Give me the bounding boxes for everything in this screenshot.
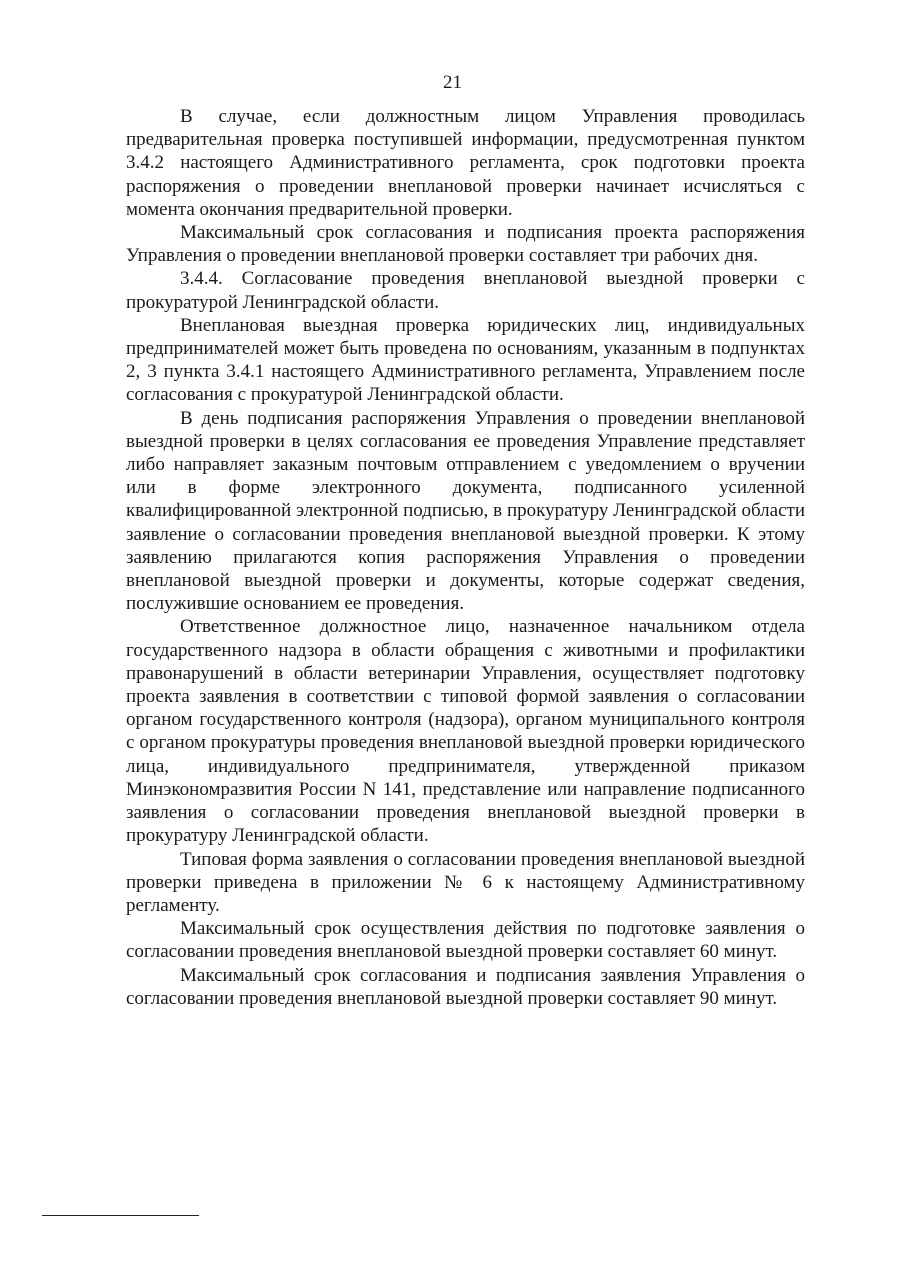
paragraph-preparation-deadline: Максимальный срок осуществления действия по подготовке заявления о согласовании проведения внеплановой выездной проверки составляет 60 минут.	[126, 918, 805, 963]
paragraph-responsible-official: Ответственное должностное лицо, назначенное начальником отдела государственного надзора в области обращения с животными и профилактики правонарушений в области ветеринарии Управления, осуществляет подготовку проекта заявления в соответствии с типовой формой заявления о согласовании органом государственного контроля (надзора), органом муниципального контроля с органом прокуратуры проведения внеплановой выездной проверки юридического лица, индивидуального предпринимателя, утвержденной приказом Минэкономразвития России N 141, представление или направление подписанного заявления о согласовании проведения внеплановой выездной проверки в прокуратуру Ленинградской области.	[126, 616, 805, 847]
paragraph-section-3-4-4-heading: 3.4.4. Согласование проведения внеплановой выездной проверки с прокуратурой Ленинградской области.	[126, 268, 805, 313]
page-number: 21	[443, 72, 462, 93]
paragraph-standard-form: Типовая форма заявления о согласовании проведения внеплановой выездной проверки приведена в приложении № 6 к настоящему Административному регламенту.	[126, 848, 805, 916]
paragraph-approval-deadline: Максимальный срок согласования и подписания заявления Управления о согласовании проведения внеплановой выездной проверки составляет 90 минут.	[126, 964, 805, 1009]
document-body	[126, 105, 805, 1010]
paragraph-application-submission: В день подписания распоряжения Управления о проведении внеплановой выездной проверки в целях согласования ее проведения Управление представляет либо направляет заказным почтовым отправлением с уведомлением о вручении или в форме электронного документа, подписанного усиленной квалифицированной электронной подписью, в прокуратуру Ленинградской области заявление о согласовании проведения внеплановой выездной проверки. К этому заявлению прилагаются копия распоряжения Управления о проведении внеплановой выездной проверки и документы, которые содержат сведения, послужившие основанием ее проведения.	[126, 407, 805, 615]
footnote-separator-line	[42, 1215, 199, 1216]
paragraph-unscheduled-inspection-grounds: Внеплановая выездная проверка юридических лиц, индивидуальных предпринимателей может быть проведена по основаниям, указанным в подпунктах 2, 3 пункта 3.4.1 настоящего Административного регламента, Управлением после согласования с прокуратурой Ленинградской области.	[126, 314, 805, 406]
paragraph-order-signing-deadline: Максимальный срок согласования и подписания проекта распоряжения Управления о проведении внеплановой проверки составляет три рабочих дня.	[126, 222, 805, 267]
paragraph-preliminary-check: В случае, если должностным лицом Управления проводилась предварительная проверка поступившей информации, предусмотренная пунктом 3.4.2 настоящего Административного регламента, срок подготовки проекта распоряжения о проведении внеплановой проверки начинает исчисляться с момента окончания предварительной проверки.	[126, 106, 805, 220]
